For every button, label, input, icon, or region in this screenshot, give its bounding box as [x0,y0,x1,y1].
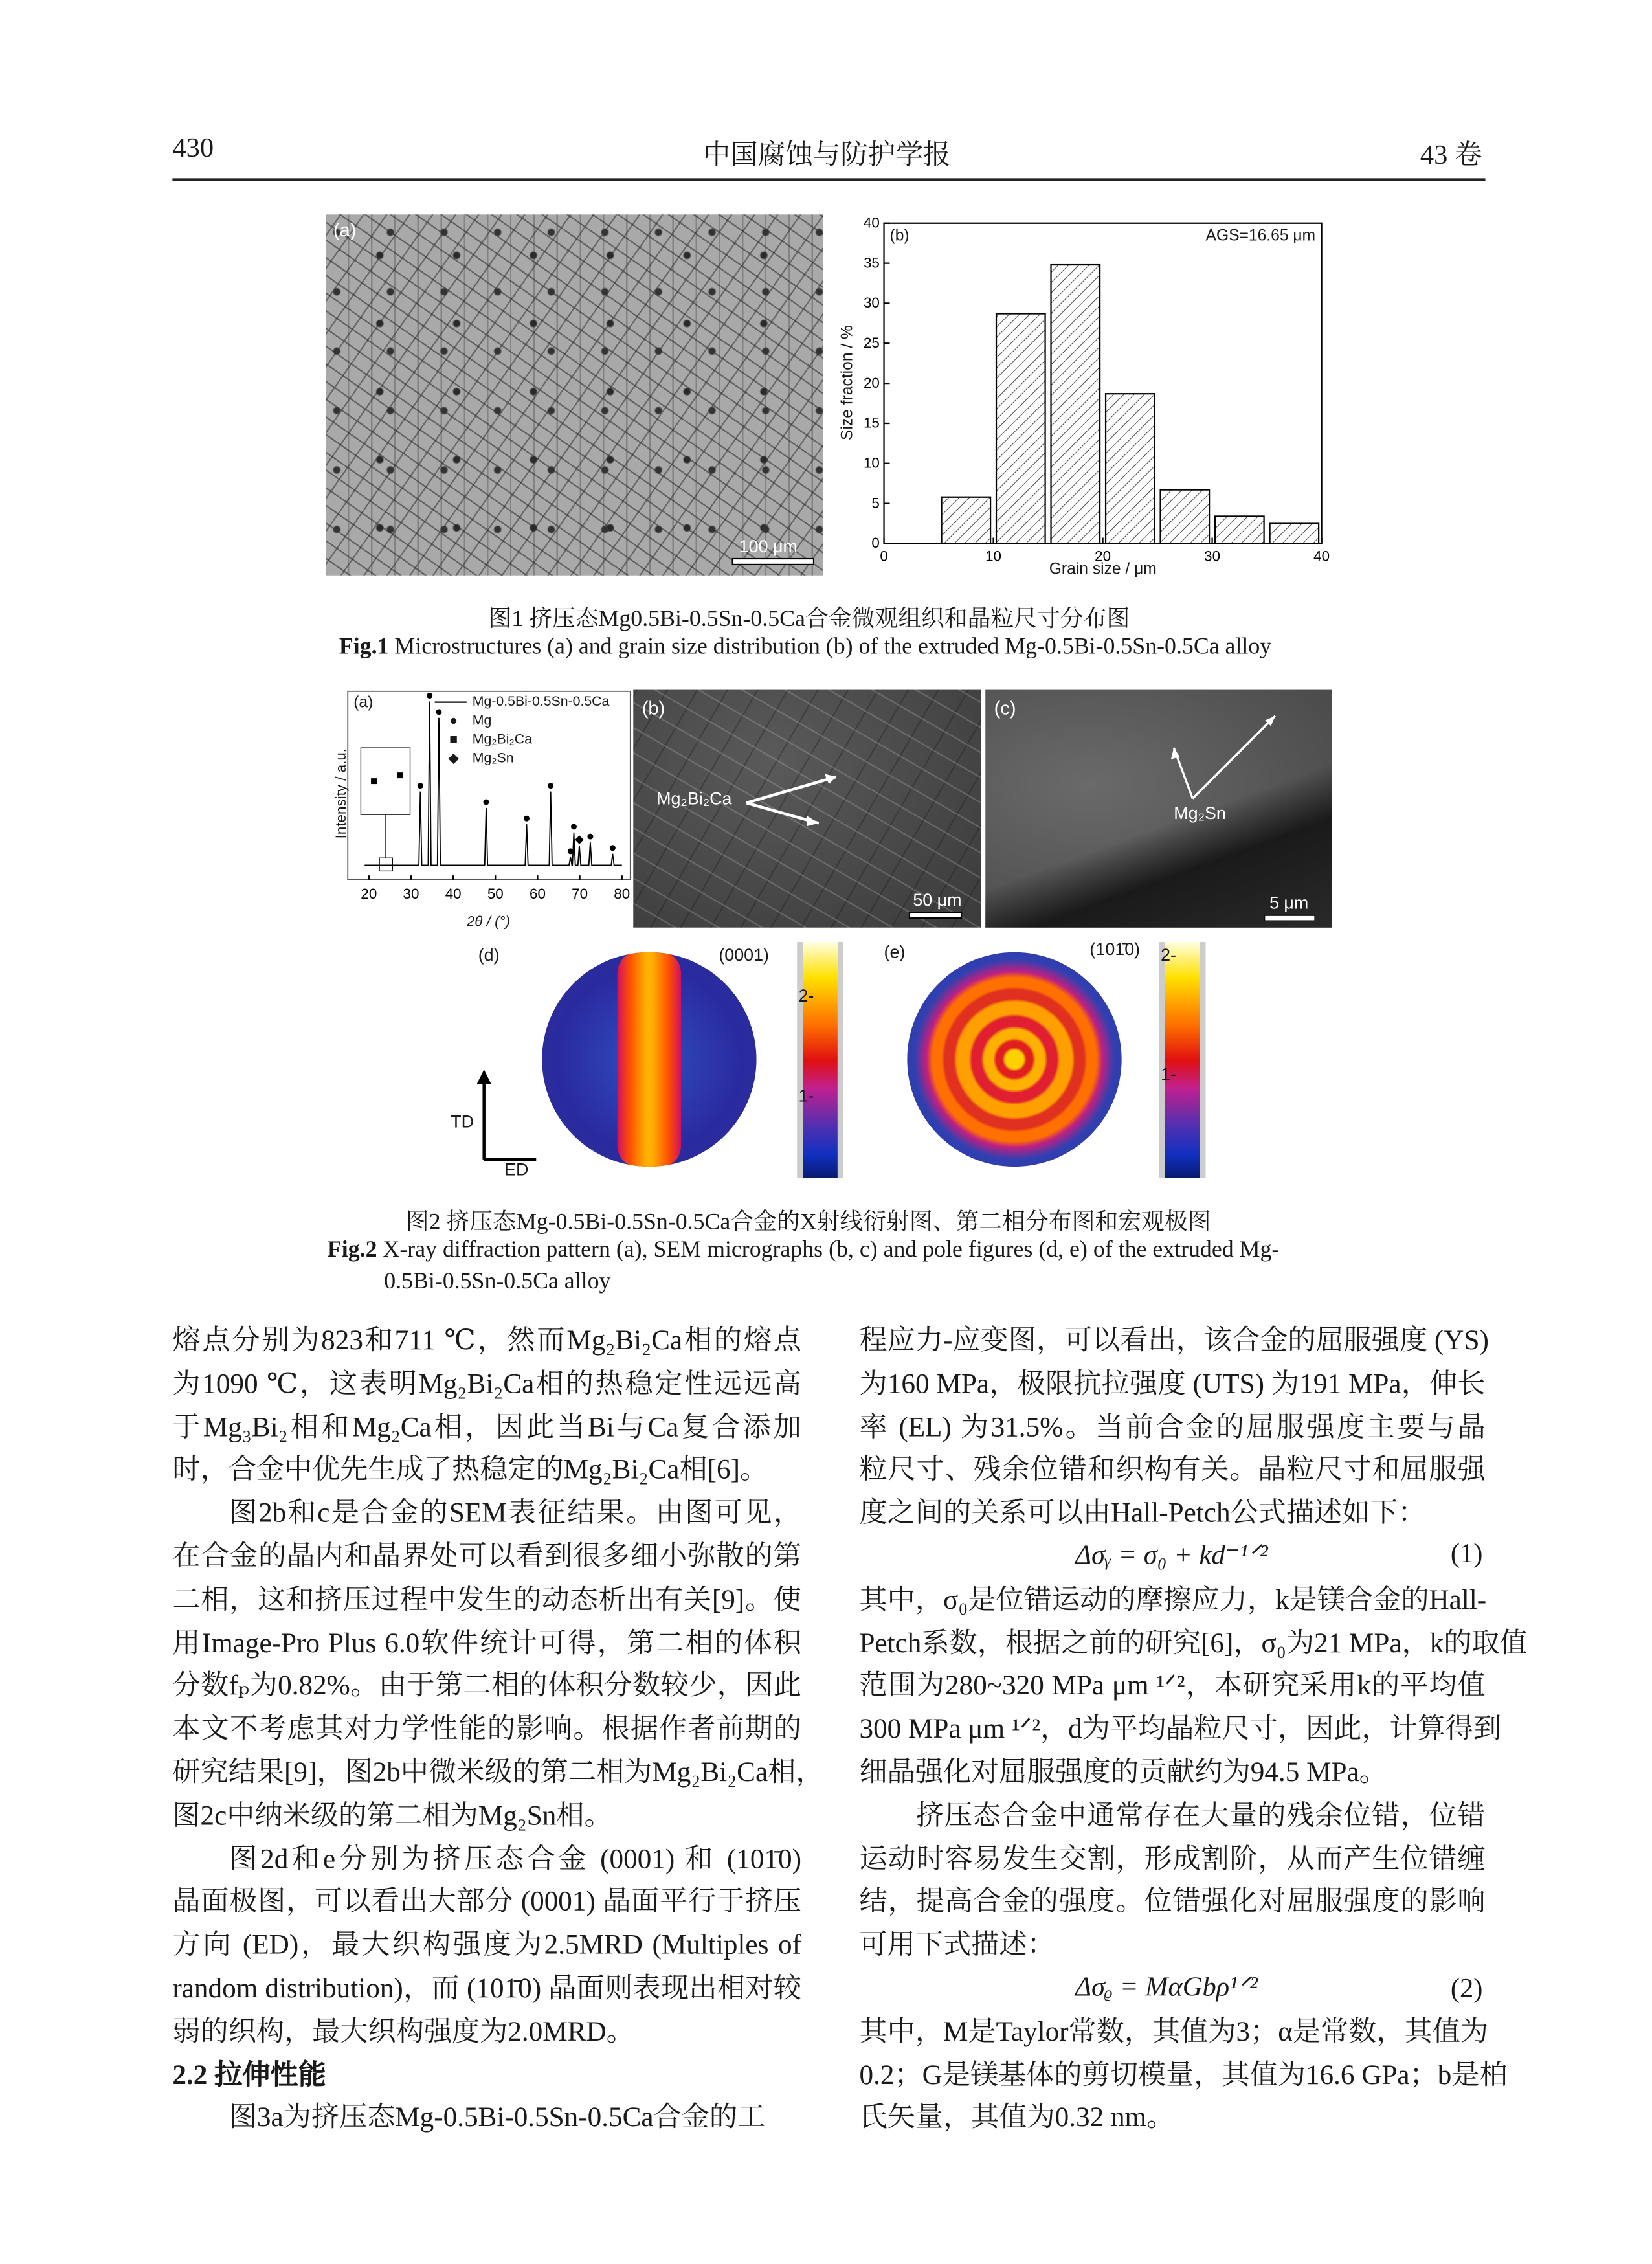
body-text-line: 度之间的关系可以由Hall-Petch公式描述如下： [859,1499,1426,1530]
fig2c-phase-label: Mg₂Sn [1174,803,1226,824]
body-text-line: 晶面极图，可以看出大部分 (0001) 晶面平行于挤压 [172,1887,801,1918]
body-text-line: 图2d和e分别为挤压态合金 (0001) 和 (101̄0) [229,1844,801,1875]
circle-marker [610,845,616,851]
body-text-line: 时，合金中优先生成了热稳定的Mg₂Bi₂Ca相[6]。 [172,1455,768,1486]
y-tick-label: 40 [863,214,880,231]
fig2b-label: (b) [642,697,665,719]
header-rule [172,178,1485,180]
fig2b-scale-text: 50 μm [913,890,962,910]
fig2e-cbar-tick: 1- [1161,1064,1177,1084]
fig1b-histogram [826,210,1334,587]
fig2d-cbar-tick: 2- [798,985,814,1006]
circle-marker [524,816,530,822]
body-text-line: 图3a为挤压态Mg-0.5Bi-0.5Sn-0.5Ca合金的工 [229,2103,766,2135]
legend-item-mg2bi2ca: ■ Mg₂Bi₂Ca [435,730,610,749]
fig2e-plane: (101̄0) [1089,939,1141,959]
x-tick-label: 40 [1313,548,1330,565]
fig2b-scale-bar [909,912,963,919]
fig2d-intensity-band [618,952,681,1167]
circle-marker [568,848,574,854]
fig1-caption-cn: 图1 挤压态Mg0.5Bi-0.5Sn-0.5Ca合金微观组织和晶粒尺寸分布图 [488,607,1130,633]
x-tick-label: 70 [572,885,588,902]
body-text-line: 弱的织构，最大织构强度为2.0MRD。 [172,2017,634,2048]
fig2c-scale-bar [1264,915,1316,922]
plot-frame [884,223,1322,544]
body-text-line: 挤压态合金中通常存在大量的残余位错，位错 [915,1801,1486,1832]
y-tick-label: 25 [863,334,880,351]
body-text-line: 粒尺寸、残余位错和织构有关。晶粒尺寸和屈服强 [859,1455,1486,1486]
fig1a-scale-text: 100 μm [739,536,798,557]
fig2c-scale-text: 5 μm [1269,892,1309,913]
fig2c-sem-image [985,690,1332,928]
y-tick-label: 0 [871,535,880,552]
body-text-line: 图2b和c是合金的SEM表征结果。由图可见， [229,1499,801,1530]
fig2-caption-label: Fig.2 [327,1237,377,1262]
circle-marker [571,824,577,829]
legend-item-mg: ● Mg [435,712,610,730]
body-text-line: 熔点分别为823和711 ℃，然而Mg₂Bi₂Ca相的熔点 [172,1326,801,1357]
fig2-caption-en-cont: 0.5Bi-0.5Sn-0.5Ca alloy [384,1270,611,1295]
legend-item-mg2sn: ◆ Mg₂Sn [435,749,610,768]
body-text-line: 程应力-应变图，可以看出，该合金的屈服强度 (YS) [859,1326,1489,1357]
fig2d-label: (d) [478,945,500,965]
fig2-caption-cn: 图2 挤压态Mg-0.5Bi-0.5Sn-0.5Ca合金的X射线衍射图、第二相分布图和宏观极图 [405,1210,1211,1235]
fig2e-pole-figure [907,952,1121,1167]
fig1b-xlabel: Grain size / μm [1049,561,1157,579]
fig1-caption-en [339,635,1271,661]
body-text-line: 范围为280~320 MPa μm ¹ᐟ²，本研究采用k的平均值 [859,1671,1486,1702]
body-text-line: 在合金的晶内和晶界处可以看到很多细小弥散的第 [172,1541,801,1573]
fig2e-label: (e) [884,942,906,963]
body-text-line: 运动时容易发生交割，形成割阶，从而产生位错缠 [859,1844,1486,1875]
fig1b-ylabel: Size fraction / % [839,325,857,440]
body-text-line: 研究结果[9]，图2b中微米级的第二相为Mg₂Bi₂Ca相， [172,1758,824,1789]
body-text-line: Petch系数，根据之前的研究[6]，σ₀为21 MPa，k的取值 [859,1628,1528,1659]
fig2b-phase-label: Mg₂Bi₂Ca [656,788,732,809]
histogram-bar [1106,394,1155,543]
x-tick-label: 60 [530,885,546,902]
fig1-caption-text: Microstructures (a) and grain size distribution (b) of the extruded Mg-0.5Bi-0.5Sn-0.5Ca alloy [388,634,1272,660]
x-tick-label: 20 [1095,548,1111,565]
body-text-line: 本文不考虑其对力学性能的影响。根据作者前期的 [172,1714,801,1745]
body-text-line: 率 (EL) 为31.5%。当前合金的屈服强度主要与晶 [859,1412,1486,1443]
circle-marker [483,799,489,805]
x-tick-label: 10 [985,548,1002,565]
equation-1: Δσᵧ = σ₀ + kd⁻¹ᐟ² [1075,1540,1268,1571]
fig2d-plane: (0001) [719,945,769,965]
x-tick-label: 20 [361,885,377,902]
square-marker [371,778,377,784]
volume-label: 43 卷 [1420,140,1482,172]
fig2a-ylabel: Intensity / a.u. [333,748,350,839]
y-tick-label: 30 [863,295,880,311]
histogram-bar [996,314,1045,544]
fig2a-legend [435,693,610,768]
y-tick-label: 15 [863,414,880,431]
body-text-line: 二相，这和挤压过程中发生的动态析出有关[9]。使 [172,1585,801,1616]
fig1b-annotation: AGS=16.65 μm [1205,227,1316,245]
body-text-line: 氏矢量，其值为0.32 nm。 [859,2103,1175,2135]
x-tick-label: 50 [487,885,504,902]
diamond-marker-icon: ◆ [448,750,459,767]
fig1b-label: (b) [889,227,910,245]
body-text-line: 于Mg₃Bi₂相和Mg₂Ca相，因此当Bi与Ca复合添加 [172,1412,801,1443]
td-label: TD [451,1112,474,1132]
histogram-bar [1215,516,1264,543]
journal-title: 中国腐蚀与防护学报 [702,140,951,172]
equation-1-number: (1) [1450,1539,1483,1570]
square-marker-icon: ■ [449,732,458,748]
inset-box [361,748,410,814]
fig2a-label: (a) [353,694,374,712]
fig1a-scale-bar [731,558,814,565]
y-tick-label: 35 [863,254,880,271]
equation-2-number: (2) [1450,1973,1483,2004]
fig2-caption-text: X-ray diffraction pattern (a), SEM micrographs (b, c) and pole figures (d, e) of the extruded Mg- [377,1237,1280,1262]
circle-marker [587,834,593,840]
body-text-line: 细晶强化对屈服强度的贡献约为94.5 MPa。 [859,1758,1387,1789]
fig1a-label: (a) [333,219,357,241]
circle-marker [418,783,423,789]
fig2c-label: (c) [994,697,1016,719]
body-text-line: 用Image-Pro Plus 6.0软件统计可得，第二相的体积 [172,1628,801,1659]
ed-label: ED [504,1159,529,1180]
fig2-caption-en [328,1238,1279,1264]
body-text-line: 其中，σ₀是位错运动的摩擦应力，k是镁合金的Hall- [859,1585,1487,1616]
page-number: 430 [172,133,214,164]
fig1-caption-label: Fig.1 [339,634,389,660]
circle-marker-icon: ● [449,713,458,730]
histogram-bar [1270,524,1319,544]
body-text-line: 结，提高合金的强度。位错强化对屈服强度的影响 [859,1887,1486,1918]
square-marker [397,772,403,778]
y-tick-label: 5 [871,495,880,511]
body-text-line: 可用下式描述： [859,1931,1055,1962]
fig2a-xlabel: 2θ / (°) [466,914,510,931]
diamond-marker [575,835,583,844]
fig2c-arrows-icon [985,690,1332,928]
section-heading: 2.2 拉伸性能 [172,2060,326,2091]
body-text-line: random distribution)，而 (101̄0) 晶面则表现出相对较 [172,1973,801,2004]
fig2e-cbar-tick: 2- [1161,945,1177,965]
fig2d-colorbar [797,942,843,1178]
fig2e-colorbar [1159,942,1206,1178]
legend-item-alloy: Mg-0.5Bi-0.5Sn-0.5Ca [435,693,610,712]
body-text-line: 0.2；G是镁基体的剪切模量，其值为16.6 GPa；b是柏 [859,2060,1508,2091]
td-ed-axes-icon [471,1070,544,1164]
circle-marker [548,783,553,789]
y-tick-label: 20 [863,374,880,391]
fig2d-cbar-tick: 1- [798,1085,814,1106]
x-tick-label: 30 [1204,548,1221,565]
body-text-line: 分数fₚ为0.82%。由于第二相的体积分数较少，因此 [172,1671,801,1702]
x-tick-label: 40 [445,885,462,902]
body-text-line: 300 MPa μm ¹ᐟ²，d为平均晶粒尺寸，因此，计算得到 [859,1714,1502,1745]
x-tick-label: 30 [403,885,419,902]
body-text-line: 为160 MPa，极限抗拉强度 (UTS) 为191 MPa，伸长 [859,1369,1486,1400]
histogram-bar [1161,490,1210,544]
fig2d-pole-figure [542,952,756,1167]
histogram-bar [1051,265,1100,543]
fig1a-micrograph [326,214,823,575]
body-text-line: 方向 (ED)，最大织构强度为2.5MRD (Multiples of [172,1931,801,1962]
histogram-bar [942,497,991,544]
x-tick-label: 0 [880,548,888,565]
x-tick-label: 80 [614,885,631,902]
inset-region [379,858,392,871]
fig2b-sem-image [633,690,981,928]
equation-2: Δσᵨ = MαGbρ¹ᐟ² [1075,1972,1258,2003]
body-text-line: 其中，M是Taylor常数，其值为3；α是常数，其值为 [859,2017,1489,2048]
body-text-line: 为1090 ℃，这表明Mg₂Bi₂Ca相的热稳定性远远高 [172,1369,801,1400]
y-tick-label: 10 [863,454,880,471]
circle-marker [427,693,432,699]
body-text-line: 图2c中纳米级的第二相为Mg₂Sn相。 [172,1801,612,1832]
